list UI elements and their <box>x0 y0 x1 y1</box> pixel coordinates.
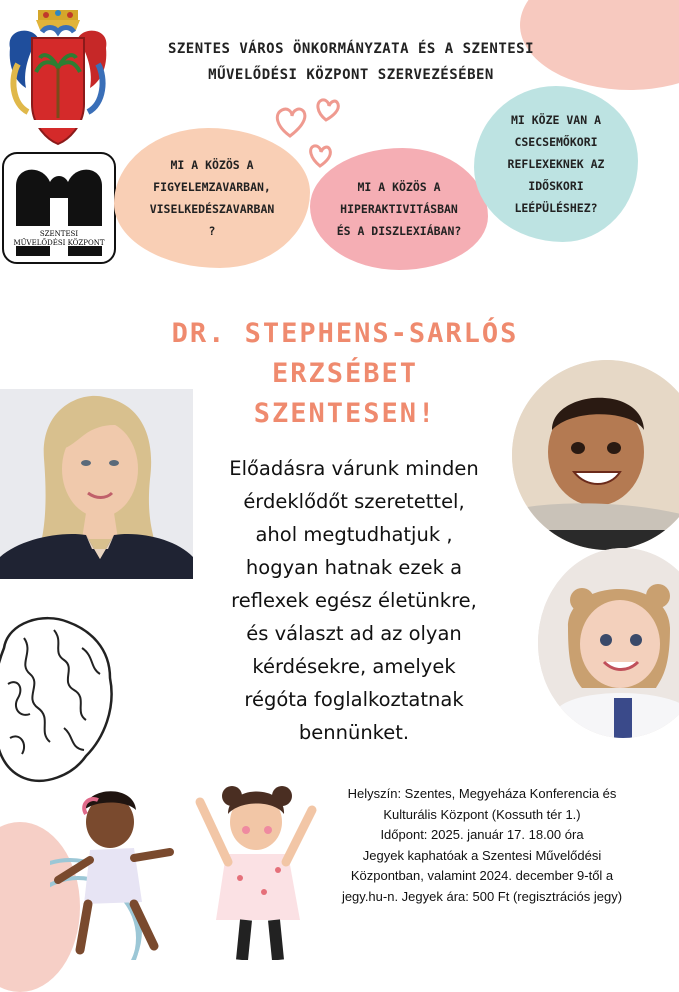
question-bubble-reflexes: MI KÖZE VAN A CSECSEMŐKORI REFLEXEKNEK AZ IDŐSKORI LEÉPÜLÉSHEZ? <box>474 86 638 242</box>
event-description: Előadásra várunk minden érdeklődőt szeretettel, ahol megtudhatjuk , hogyan hatnak ezek a reflexek egész életünkre, és választ ad az olyan kérdésekre, amelyek régóta foglalkoztatnak bennünket. <box>229 457 479 744</box>
question-bubble-hyperactivity: MI A KÖZÖS A HIPERAKTIVITÁSBAN ÉS A DISZLEXIÁBAN? <box>310 148 488 270</box>
child-photo-girl <box>538 548 679 738</box>
event-title: DR. STEPHENS-SARLÓS ERZSÉBET SZENTESEN! <box>171 318 519 429</box>
logo-label: SZENTESI MŰVELŐDÉSI KÖZPONT <box>13 230 105 247</box>
speaker-portrait <box>0 389 193 579</box>
coat-of-arms-icon <box>2 8 114 148</box>
cultural-center-logo <box>2 152 116 264</box>
organizer-line: SZENTES VÁROS ÖNKORMÁNYZATA ÉS A SZENTESI MŰVELŐDÉSI KÖZPONT SZERVEZÉSÉBEN <box>167 41 535 83</box>
girl-illustration-icon <box>538 548 679 738</box>
question-bubble-attention: MI A KÖZÖS A FIGYELEMZAVARBAN, VISELKEDÉSZAVARBAN ? <box>114 128 310 268</box>
event-details: Helyszín: Szentes, Megyeháza Konferencia és Kulturális Központ (Kossuth tér 1.) Időpont: 2025. január 17. 18.00 óra Jegyek kaphatóak a Szentesi Művelődési Központban, valamint 2024. december 9-től a jegy.hu-n. Jegyek ára: 500 Ft (regisztrációs jegy) <box>341 786 623 904</box>
